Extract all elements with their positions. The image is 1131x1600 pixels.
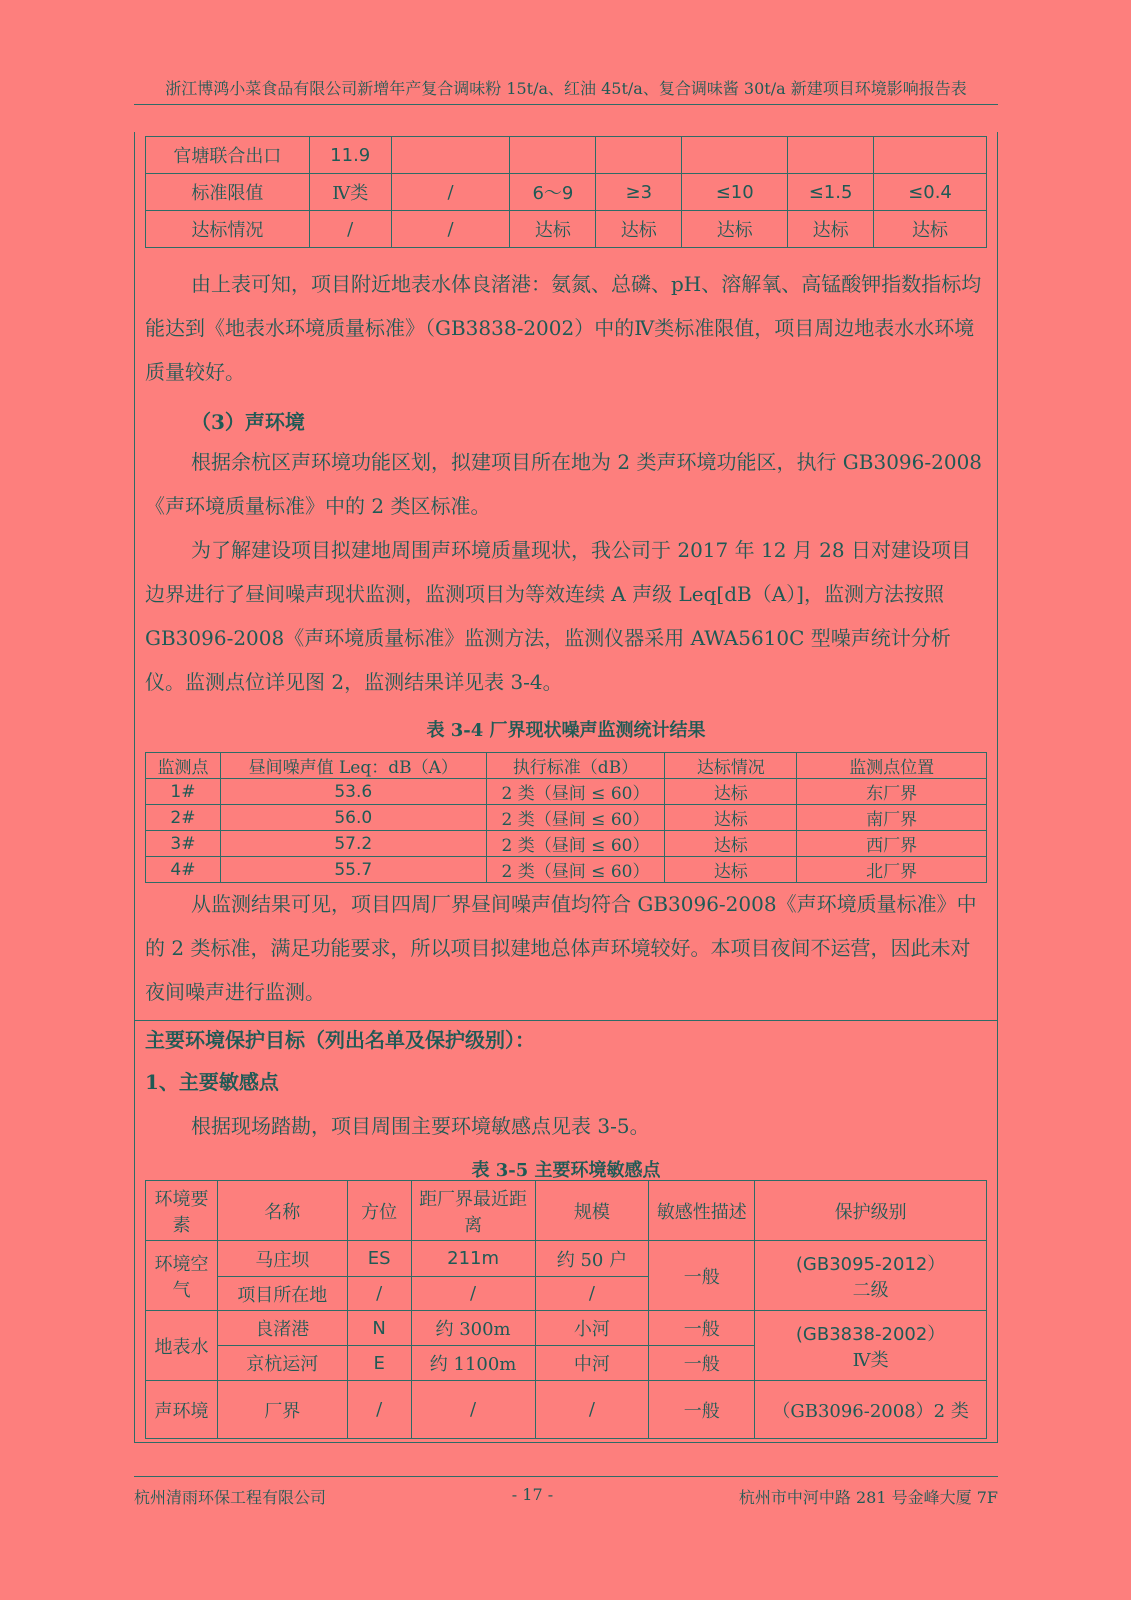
page-footer bbox=[134, 1476, 998, 1508]
table-cell bbox=[510, 137, 596, 174]
sensitive-points-heading: 1、主要敏感点 bbox=[145, 1070, 279, 1094]
table-row bbox=[146, 211, 987, 248]
column-header: 达标情况 bbox=[665, 753, 797, 779]
noise-table bbox=[145, 752, 987, 883]
table-cell: 一般 bbox=[649, 1346, 755, 1381]
column-header: 监测点 bbox=[146, 753, 221, 779]
noise-table-title: 表 3-4 厂界现状噪声监测统计结果 bbox=[426, 720, 706, 741]
table-cell: 小河 bbox=[535, 1311, 649, 1346]
column-header: 方位 bbox=[347, 1181, 411, 1241]
table-cell: / bbox=[391, 174, 510, 211]
table-cell: 3# bbox=[146, 831, 221, 857]
table-cell: 京杭运河 bbox=[217, 1346, 347, 1381]
table-cell: 北厂界 bbox=[797, 857, 987, 883]
table-cell: 约 300m bbox=[411, 1311, 535, 1346]
table-cell: 一般 bbox=[649, 1311, 755, 1346]
table-cell: 约 50 户 bbox=[535, 1241, 649, 1277]
column-header: 环境要素 bbox=[146, 1181, 218, 1241]
table-cell: 南厂界 bbox=[797, 805, 987, 831]
table-cell: 达标 bbox=[510, 211, 596, 248]
column-header: 距厂界最近距离 bbox=[411, 1181, 535, 1241]
table-cell: 达标 bbox=[874, 211, 987, 248]
table-cell: 环境空气 bbox=[146, 1241, 218, 1311]
table-cell: / bbox=[535, 1277, 649, 1311]
table-cell: 达标 bbox=[788, 211, 874, 248]
column-header: 执行标准（dB） bbox=[486, 753, 665, 779]
table-cell: 2 类（昼间 ≤ 60） bbox=[486, 805, 665, 831]
section-divider bbox=[134, 1020, 998, 1021]
table-cell: 约 1100m bbox=[411, 1346, 535, 1381]
column-header: 名称 bbox=[217, 1181, 347, 1241]
table-cell: 标准限值 bbox=[146, 174, 310, 211]
table-cell bbox=[391, 137, 510, 174]
table-cell: 达标 bbox=[682, 211, 788, 248]
table-cell: / bbox=[309, 211, 391, 248]
table-row bbox=[146, 831, 987, 857]
table-row bbox=[146, 137, 987, 174]
table-cell: 声环境 bbox=[146, 1381, 218, 1439]
page-header bbox=[134, 78, 998, 105]
table-cell bbox=[755, 1311, 987, 1381]
sens-table-title: 表 3-5 主要环境敏感点 bbox=[471, 1160, 661, 1181]
page-number: - 17 - bbox=[511, 1485, 554, 1504]
footer-address: 杭州市中河中路 281 号金峰大厦 7F bbox=[738, 1488, 998, 1507]
noise-para-2: 为了解建设项目拟建地周围声环境质量现状，我公司于 2017 年 12 月 28 日对建设项目边界进行了昼间噪声现状监测，监测项目为等效连续 A 声级 Leq[dB（A）]，监测方法按照 GB3096-2008《声环境质量标准》监测方法，监测仪器采用 AWA5610C 型噪声统计分析仪。监测点位详见图 2，监测结果详见表 3-4。 bbox=[145, 538, 971, 694]
table-cell: 6～9 bbox=[510, 174, 596, 211]
table-cell bbox=[682, 137, 788, 174]
standard-text: (GB3838-2002） bbox=[795, 1323, 946, 1345]
table-cell: 达标 bbox=[596, 211, 682, 248]
table-cell: 55.7 bbox=[220, 857, 486, 883]
table-cell: 东厂界 bbox=[797, 779, 987, 805]
table-cell bbox=[755, 1241, 987, 1311]
table-cell: / bbox=[411, 1381, 535, 1439]
table-cell: 中河 bbox=[535, 1346, 649, 1381]
sensitive-points-table bbox=[145, 1180, 987, 1439]
table-header-row bbox=[146, 1181, 987, 1241]
table-cell: 达标情况 bbox=[146, 211, 310, 248]
table-cell: / bbox=[391, 211, 510, 248]
footer-company: 杭州清雨环保工程有限公司 bbox=[134, 1488, 327, 1507]
table-cell: 达标 bbox=[665, 779, 797, 805]
table-cell: 211m bbox=[411, 1241, 535, 1277]
table-cell: 良渚港 bbox=[217, 1311, 347, 1346]
grade-text: 二级 bbox=[852, 1279, 889, 1301]
table-cell: / bbox=[347, 1381, 411, 1439]
table-cell: / bbox=[535, 1381, 649, 1439]
table-cell: 4# bbox=[146, 857, 221, 883]
table-cell bbox=[596, 137, 682, 174]
table-cell: 官塘联合出口 bbox=[146, 137, 310, 174]
table-cell: 2 类（昼间 ≤ 60） bbox=[486, 831, 665, 857]
table-cell: 53.6 bbox=[220, 779, 486, 805]
table-cell: 达标 bbox=[665, 805, 797, 831]
table-cell: 西厂界 bbox=[797, 831, 987, 857]
table-cell: 达标 bbox=[665, 831, 797, 857]
grade-text: Ⅳ类 bbox=[852, 1349, 889, 1371]
table-cell: ≥3 bbox=[596, 174, 682, 211]
table-cell: ≤1.5 bbox=[788, 174, 874, 211]
table-cell: 11.9 bbox=[309, 137, 391, 174]
table-row bbox=[146, 805, 987, 831]
table-cell: 厂界 bbox=[217, 1381, 347, 1439]
table-cell: （GB3096-2008）2 类 bbox=[755, 1381, 987, 1439]
table-cell bbox=[874, 137, 987, 174]
table-cell: 2 类（昼间 ≤ 60） bbox=[486, 857, 665, 883]
table-row bbox=[146, 174, 987, 211]
table-row bbox=[146, 779, 987, 805]
table-cell: 57.2 bbox=[220, 831, 486, 857]
table-row bbox=[146, 1311, 987, 1346]
table-cell: 项目所在地 bbox=[217, 1277, 347, 1311]
table-cell bbox=[788, 137, 874, 174]
table-cell: / bbox=[347, 1277, 411, 1311]
table-row bbox=[146, 1241, 987, 1277]
table-cell: 一般 bbox=[649, 1381, 755, 1439]
table-row bbox=[146, 1381, 987, 1439]
column-header: 规模 bbox=[535, 1181, 649, 1241]
table-cell: 1# bbox=[146, 779, 221, 805]
table-cell: ≤10 bbox=[682, 174, 788, 211]
table-cell: 2# bbox=[146, 805, 221, 831]
noise-para-1: 根据余杭区声环境功能区划，拟建项目所在地为 2 类声环境功能区，执行 GB3096-2008《声环境质量标准》中的 2 类区标准。 bbox=[145, 450, 983, 518]
table-cell: / bbox=[411, 1277, 535, 1311]
column-header: 监测点位置 bbox=[797, 753, 987, 779]
table-cell: 56.0 bbox=[220, 805, 486, 831]
table-cell: ≤0.4 bbox=[874, 174, 987, 211]
table-cell: 达标 bbox=[665, 857, 797, 883]
noise-conclusion: 从监测结果可见，项目四周厂界昼间噪声值均符合 GB3096-2008《声环境质量标准》中的 2 类标准，满足功能要求，所以项目拟建地总体声环境较好。本项目夜间不运营，因此未对夜间噪声进行监测。 bbox=[145, 892, 977, 1004]
table-cell: Ⅳ类 bbox=[309, 174, 391, 211]
table-cell: 马庄坝 bbox=[217, 1241, 347, 1277]
table-cell: E bbox=[347, 1346, 411, 1381]
table-header-row bbox=[146, 753, 987, 779]
protection-heading: 主要环境保护目标（列出名单及保护级别）： bbox=[145, 1028, 535, 1052]
report-title: 浙江博鸿小菜食品有限公司新增年产复合调味粉 15t/a、红油 45t/a、复合调味酱 30t/a 新建项目环境影响报告表 bbox=[165, 79, 967, 98]
table-row bbox=[146, 857, 987, 883]
water-conclusion: 由上表可知，项目附近地表水体良渚港：氨氮、总磷、pH、溶解氧、高锰酸钾指数指标均能达到《地表水环境质量标准》（GB3838-2002）中的Ⅳ类标准限值，项目周边地表水水环境质量较好。 bbox=[145, 272, 982, 384]
noise-heading: （3）声环境 bbox=[191, 410, 305, 434]
column-header: 敏感性描述 bbox=[649, 1181, 755, 1241]
table-cell: N bbox=[347, 1311, 411, 1346]
standard-text: (GB3095-2012） bbox=[795, 1253, 946, 1275]
water-quality-table bbox=[145, 136, 987, 248]
table-cell: ES bbox=[347, 1241, 411, 1277]
column-header: 昼间噪声值 Leq：dB（A） bbox=[220, 753, 486, 779]
table-cell: 2 类（昼间 ≤ 60） bbox=[486, 779, 665, 805]
column-header: 保护级别 bbox=[755, 1181, 987, 1241]
protection-intro: 根据现场踏勘，项目周围主要环境敏感点见表 3-5。 bbox=[191, 1114, 650, 1138]
table-cell: 地表水 bbox=[146, 1311, 218, 1381]
table-cell: 一般 bbox=[649, 1241, 755, 1311]
